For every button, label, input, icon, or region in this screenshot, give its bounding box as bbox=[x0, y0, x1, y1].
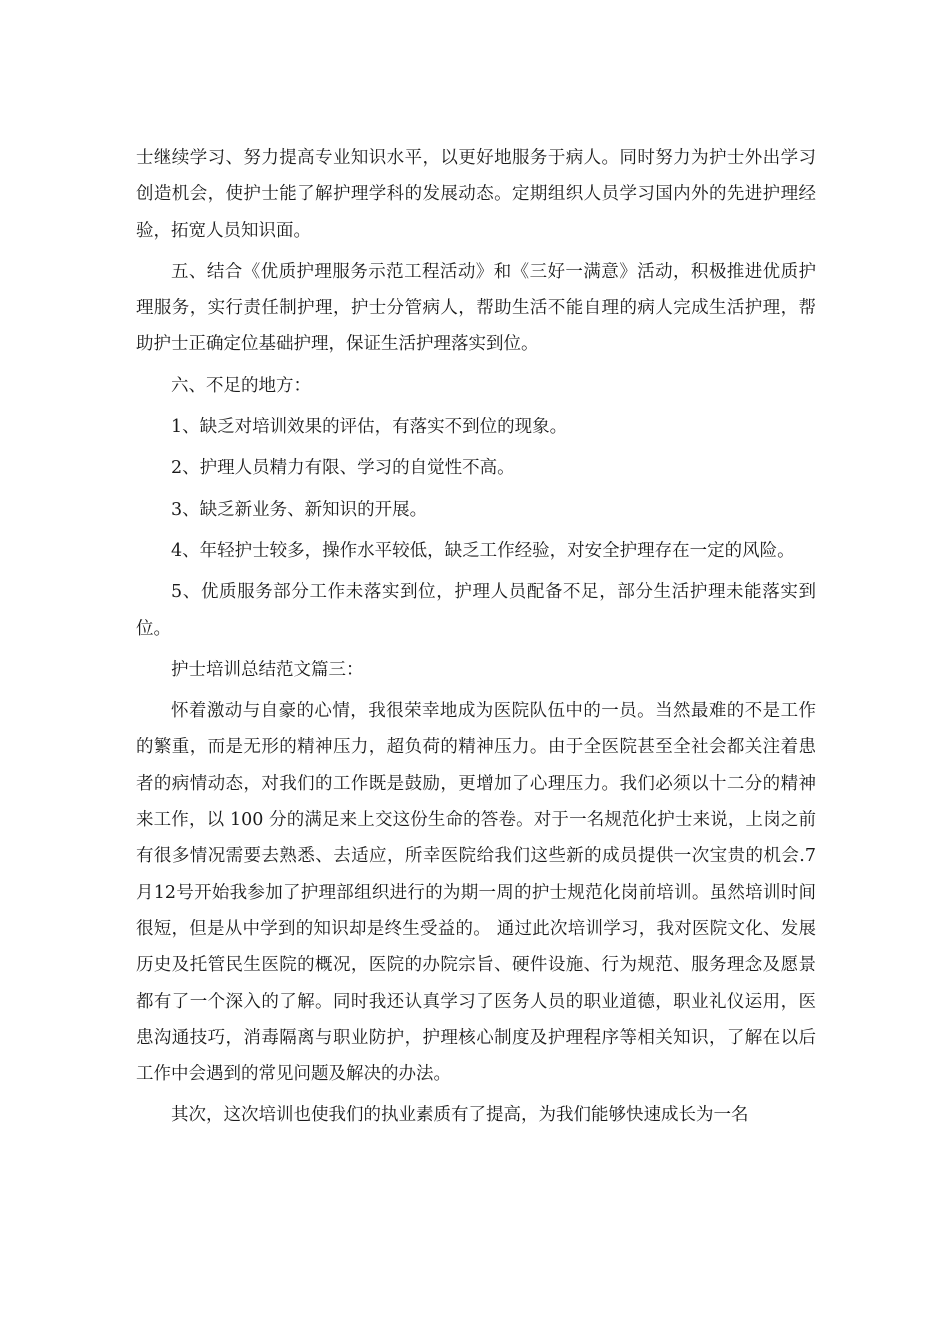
paragraph-section-six-heading: 六、不足的地方： bbox=[171, 375, 311, 396]
section-heading-part-three: 护士培训总结范文篇三： bbox=[171, 659, 364, 680]
paragraph-continued: 士继续学习、努力提高专业知识水平，以更好地服务于病人。同时努力为护士外出学习创造机会，使护士能了解护理学科的发展动态。定期组织人员学习国内外的先进护理经验，拓宽人员知识面。 bbox=[136, 148, 816, 241]
paragraph-item-4: 4、年轻护士较多，操作水平较低，缺乏工作经验，对安全护理存在一定的风险。 bbox=[171, 540, 795, 561]
paragraph-item-5: 5、优质服务部分工作未落实到位，护理人员配备不足，部分生活护理未能落实到位。 bbox=[136, 582, 816, 639]
paragraph-part-three-next: 其次，这次培训也使我们的执业素质有了提高，为我们能够快速成长为一名 bbox=[171, 1105, 749, 1126]
document-body bbox=[136, 140, 816, 1139]
paragraph-item-1: 1、缺乏对培训效果的评估，有落实不到位的现象。 bbox=[171, 417, 568, 438]
paragraph-section-five: 五、结合《优质护理服务示范工程活动》和《三好一满意》活动，积极推进优质护理服务，实行责任制护理，护士分管病人，帮助生活不能自理的病人完成生活护理，帮助护士正确定位基础护理，保证生活护理落实到位。 bbox=[136, 261, 816, 355]
paragraph-item-2: 2、护理人员精力有限、学习的自觉性不高。 bbox=[171, 458, 515, 479]
paragraph-item-3: 3、缺乏新业务、新知识的开展。 bbox=[171, 499, 428, 520]
paragraph-part-three-body: 怀着激动与自豪的心情，我很荣幸地成为医院队伍中的一员。当然最难的不是工作的繁重，而是无形的精神压力，超负荷的精神压力。由于全医院甚至全社会都关注着患者的病情动态，对我们的工作既是鼓励，更增加了心理压力。我们必须以十二分的精神来工作，以 100 分的满足来上交这份生命的答卷。对于一名规范化护士来说，上岗之前有很多情况需要去熟悉、去适应，所幸医院给我们这些新的成员提供一次宝贵的机会.7月12号开始我参加了护理部组织进行的为期一周的护士规范化岗前培训。虽然培训时间很短，但是从中学到的知识却是终生受益的。 通过此次培训学习，我对医院文化、发展历史及托管民生医院的概况，医院的办院宗旨、硬件设施、行为规范、服务理念及愿景都有了一个深入的了解。同时我还认真学习了医务人员的职业道德，职业礼仪运用，医患沟通技巧，消毒隔离与职业防护，护理核心制度及护理程序等相关知识，了解在以后工作中会遇到的常见问题及解决的办法。 bbox=[136, 701, 816, 1085]
